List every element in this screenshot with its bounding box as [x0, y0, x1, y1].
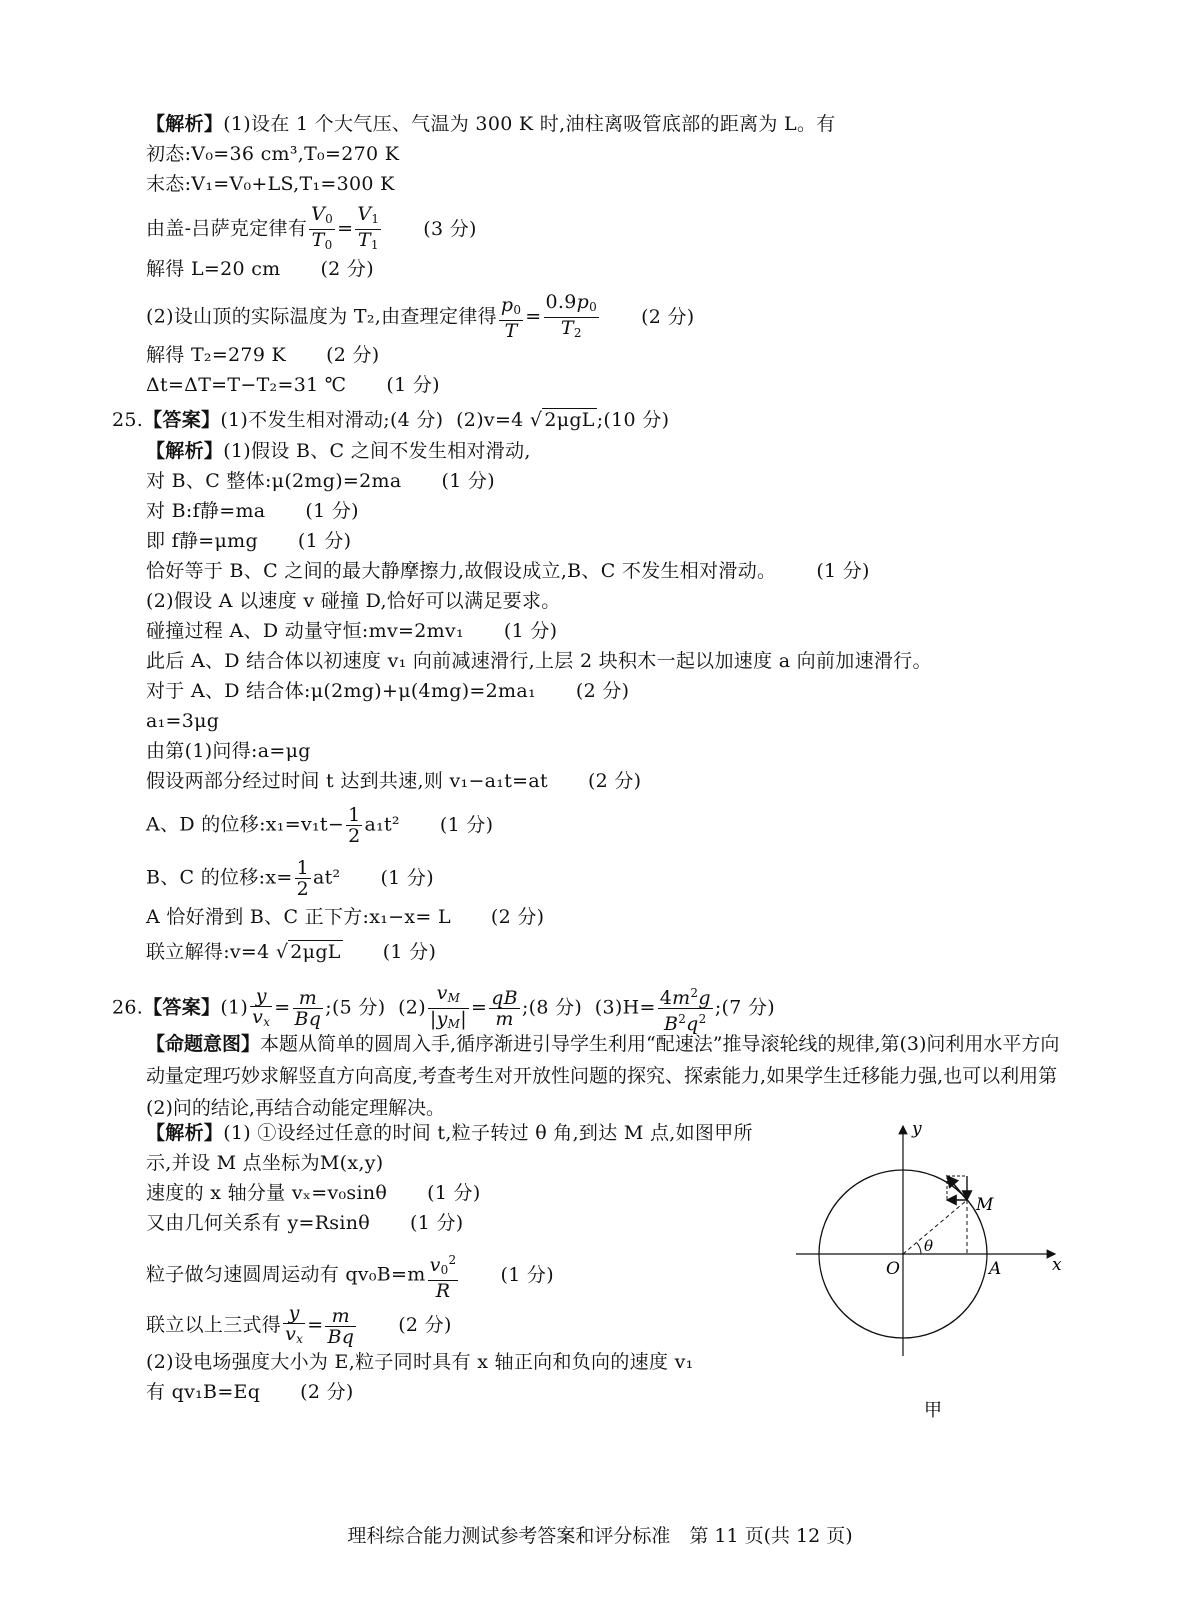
x-label: x: [1052, 1255, 1062, 1275]
q25-line-3: 对 B:f静=ma (1 分): [146, 500, 359, 522]
analysis-tag: 【解析】: [146, 113, 224, 135]
question-number: 25.: [112, 409, 144, 431]
point-m-label: M: [976, 1195, 994, 1215]
fraction: $\frac{1}{2}$: [296, 857, 309, 900]
score: (3 分): [423, 217, 477, 240]
q25-line-2: 对 B、C 整体:μ(2mg)=2ma (1 分): [146, 470, 495, 492]
fraction: $\frac{V_1}{T_1}$: [357, 203, 380, 252]
origin-label: O: [886, 1259, 900, 1279]
q25-line-12: 假设两部分经过时间 t 达到共速,则 v₁−a₁t=at (2 分): [146, 770, 642, 792]
q25-line-4: 即 f静=μmg (1 分): [146, 530, 352, 552]
point-a-label: A: [989, 1259, 1002, 1279]
s24-line-2: 初态:V₀=36 cm³,T₀=270 K: [146, 143, 400, 165]
q26-line-2: 示,并设 M 点坐标为M(x,y): [146, 1152, 384, 1174]
q25-line-9: 对于 A、D 结合体:μ(2mg)+μ(4mg)=2ma₁ (2 分): [146, 680, 630, 702]
q25-line-5: 恰好等于 B、C 之间的最大静摩擦力,故假设成立,B、C 不发生相对滑动。 (1 分): [146, 560, 870, 582]
q26-line-7: (2)设电场强度大小为 E,粒子同时具有 x 轴正向和负向的速度 v₁: [146, 1351, 694, 1373]
s24-line-1: 【解析】(1)设在 1 个大气压、气温为 300 K 时,油柱离吸管底部的距离为 L。有: [146, 113, 836, 135]
velocity-arrow: [947, 1176, 967, 1200]
figure-circle-diagram: [790, 1118, 1080, 1438]
fraction: $\frac{v_M}{|y_M|}$: [429, 982, 467, 1031]
fraction: $\frac{y}{v_x}$: [285, 1302, 304, 1346]
s24-line-5: 解得 L=20 cm (2 分): [146, 258, 374, 280]
q25-line-13: A、D 的位移:x₁=v₁t− $\frac{1}{2}$ a₁t² (1 分): [146, 804, 494, 847]
score: (2 分): [326, 344, 380, 366]
q25-line-16: 联立解得:v=4 √ 2μgL (1 分): [146, 941, 437, 963]
theta-label: θ: [924, 1237, 934, 1255]
page-footer: 理科综合能力测试参考答案和评分标准 第 11 页(共 12 页): [347, 1525, 853, 1547]
q25-line-7: 碰撞过程 A、D 动量守恒:mv=2mv₁ (1 分): [146, 620, 558, 642]
s24-line-3: 末态:V₁=V₀+LS,T₁=300 K: [146, 173, 395, 195]
s24-line-7: 解得 T₂=279 K (2 分): [146, 344, 380, 366]
score: (2 分): [641, 305, 695, 328]
q25-line-8: 此后 A、D 结合体以初速度 v₁ 向前减速滑行,上层 2 块积木一起以加速度 a 向前加速滑行。: [146, 650, 932, 672]
theta-arc: [917, 1243, 921, 1254]
score: (2 分): [320, 258, 374, 280]
fraction: $\frac{m}{Bq}$: [327, 1304, 355, 1348]
s24-line-4: 由盖-吕萨克定律有 $\frac{V_0}{T_0}$ = $\frac{V_1}{T_1}$ (3 分): [146, 204, 477, 255]
q25-line-6: (2)假设 A 以速度 v 碰撞 D,恰好可以满足要求。: [146, 590, 561, 612]
q25-line-11: 由第(1)问得:a=μg: [146, 740, 311, 762]
fraction: $\frac{V_0}{T_0}$: [311, 203, 334, 252]
figure-caption: 甲: [924, 1400, 942, 1421]
q26-intent: 【命题意图】本题从简单的圆周入手,循序渐进引导学生利用“配速法”推导滚轮线的规律,第(3)问利用水平方向动量定理巧妙求解竖直方向高度,考查考生对开放性问题的探究、探索能力,如果学生迁移能力强,也可以利用第(2)问的结论,再结合动能定理解决。: [146, 1033, 1060, 1119]
q26-line-8: 有 qv₁B=Eq (2 分): [146, 1381, 354, 1403]
s24-line-8: Δt=ΔT=T−T₂=31 ℃ (1 分): [146, 374, 440, 396]
q26-line-4: 又由几何关系有 y=Rsinθ (1 分): [146, 1212, 464, 1234]
score: (1 分): [386, 374, 440, 396]
q25-line-14: B、C 的位移:x= $\frac{1}{2}$ at² (1 分): [146, 857, 434, 900]
q26-answer-line: 26.【答案】(1) $\frac{y}{v_x}$ = $\frac{m}{Bq}$ ;(5 分) (2) $\frac{v_M}{|y_M|}$ = $\frac{qB}{m}$ ;(8 分) (3)H= $\frac{4m^2g}{B^2q^2}$ ;(7 分): [112, 982, 775, 1035]
q25-line-15: A 恰好滑到 B、C 正下方:x₁−x= L (2 分): [146, 906, 545, 928]
question-number: 26.: [112, 996, 144, 1019]
fraction: $\frac{qB}{m}$: [491, 987, 518, 1030]
fraction: $\frac{p_0}{T}$: [500, 293, 522, 342]
q26-line-1: 【解析】(1) ①设经过任意的时间 t,粒子转过 θ 角,到达 M 点,如图甲所: [146, 1122, 753, 1144]
s24-line-6: (2)设山顶的实际温度为 T₂,由查理定律得 $\frac{p_0}{T}$ = $\frac{0.9p_0}{T_2}$ (2 分): [146, 291, 695, 342]
q25-line-10: a₁=3μg: [146, 710, 220, 732]
q25-line-1: 【解析】(1)假设 B、C 之间不发生相对滑动,: [146, 440, 531, 462]
fraction: $\frac{4m^2g}{B^2q^2}$: [658, 983, 713, 1034]
fraction: $\frac{0.9p_0}{T_2}$: [545, 291, 598, 340]
fraction: $\frac{y}{v_x}$: [252, 984, 271, 1029]
q25-answer-line: 25.【答案】(1)不发生相对滑动;(4 分) (2)v=4 √ 2μgL ;(10 分): [112, 409, 670, 431]
radius-line: [903, 1200, 967, 1254]
y-label: y: [912, 1119, 922, 1139]
fraction: $\frac{v_0^2}{R}$: [428, 1250, 459, 1301]
q26-line-6: 联立以上三式得 $\frac{y}{v_x}$ = $\frac{m}{Bq}$ (2 分): [146, 1302, 452, 1348]
fraction: $\frac{1}{2}$: [348, 804, 361, 847]
q26-line-5: 粒子做匀速圆周运动有 qv₀B=m $\frac{v_0^2}{R}$ (1 分): [146, 1250, 554, 1301]
fraction: $\frac{m}{Bq}$: [294, 987, 322, 1030]
q26-line-3: 速度的 x 轴分量 vₓ=v₀sinθ (1 分): [146, 1182, 481, 1204]
